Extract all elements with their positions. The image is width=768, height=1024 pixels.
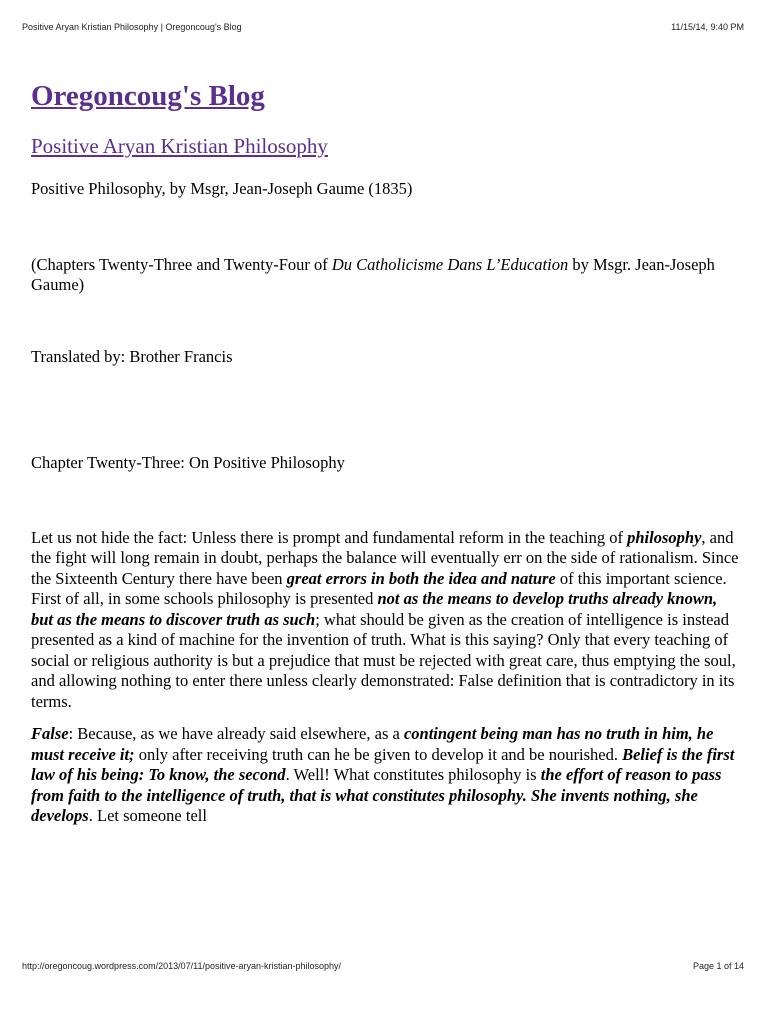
chapters-note-pre: (Chapters Twenty-Three and Twenty-Four of xyxy=(31,254,332,274)
p1-emphasis: great errors in both the idea and nature xyxy=(286,568,556,588)
print-header-datetime: 11/15/14, 9:40 PM xyxy=(671,22,744,32)
print-footer-url: http://oregoncoug.wordpress.com/2013/07/11/positive-aryan-kristian-philosophy/ xyxy=(22,961,342,971)
p2-emphasis: contingent being man has no truth in him, he must receive it; xyxy=(31,724,714,764)
p1-emphasis: philosophy xyxy=(627,527,702,547)
post-title-link[interactable]: Positive Aryan Kristian Philosophy xyxy=(31,134,328,158)
book-title: Du Catholicisme Dans L’Education xyxy=(331,254,569,274)
chapters-note xyxy=(31,255,743,296)
p1-text: ; what should be given as the creation of intelligence is instead presented as a kind of machine for the invention of truth. What is this saying? Only that every teaching of social or religious authority is but a prejudice that must be rejected with great care, thus emptying the soul, and allowing nothing to enter there unless clearly demonstrated: False definition that is contradictory in its terms. xyxy=(31,609,736,711)
body-paragraph-1 xyxy=(31,528,743,713)
p2-emphasis: False xyxy=(31,724,69,743)
p1-text: of this important science. First of all, in some schools philosophy is presented xyxy=(31,568,727,608)
print-footer-page: Page 1 of 14 xyxy=(692,961,744,971)
chapter-heading: Chapter Twenty-Three: On Positive Philosophy xyxy=(31,453,345,472)
chapters-note-post: by Msgr. Jean-Joseph Gaume) xyxy=(31,254,715,294)
p2-emphasis: the effort of reason to pass from faith to the intelligence of truth, that is what constitutes philosophy. She invents nothing, she develops xyxy=(31,765,722,825)
translator-line: Translated by: Brother Francis xyxy=(31,346,233,366)
p2-text: only after receiving truth can he be given to develop it and be nourished. xyxy=(134,744,623,764)
p2-text: . Well! What constitutes philosophy is xyxy=(285,765,541,784)
print-footer xyxy=(22,961,744,971)
print-header xyxy=(22,22,744,32)
article-content xyxy=(31,78,743,827)
blog-title-link[interactable]: Oregoncoug's Blog xyxy=(31,80,265,112)
p2-emphasis: Belief is the first law of his being: To know, the second xyxy=(31,744,735,784)
p2-text: . Let someone tell xyxy=(88,806,207,825)
body-paragraph-2 xyxy=(31,724,743,827)
p1-text: , and the fight will long remain in doubt, perhaps the balance will eventually err on the side of rationalism. Since the Sixteenth Century there have been xyxy=(31,527,739,588)
p1-text: Let us not hide the fact: Unless there is prompt and fundamental reform in the teaching of xyxy=(31,527,628,547)
p2-text: : Because, as we have already said elsewhere, as a xyxy=(68,724,404,743)
print-header-title: Positive Aryan Kristian Philosophy | Oregoncoug's Blog xyxy=(22,22,242,32)
p1-emphasis: not as the means to develop truths already known, but as the means to discover truth as such xyxy=(31,589,718,629)
article-subtitle: Positive Philosophy, by Msgr, Jean-Joseph Gaume (1835) xyxy=(31,179,413,198)
